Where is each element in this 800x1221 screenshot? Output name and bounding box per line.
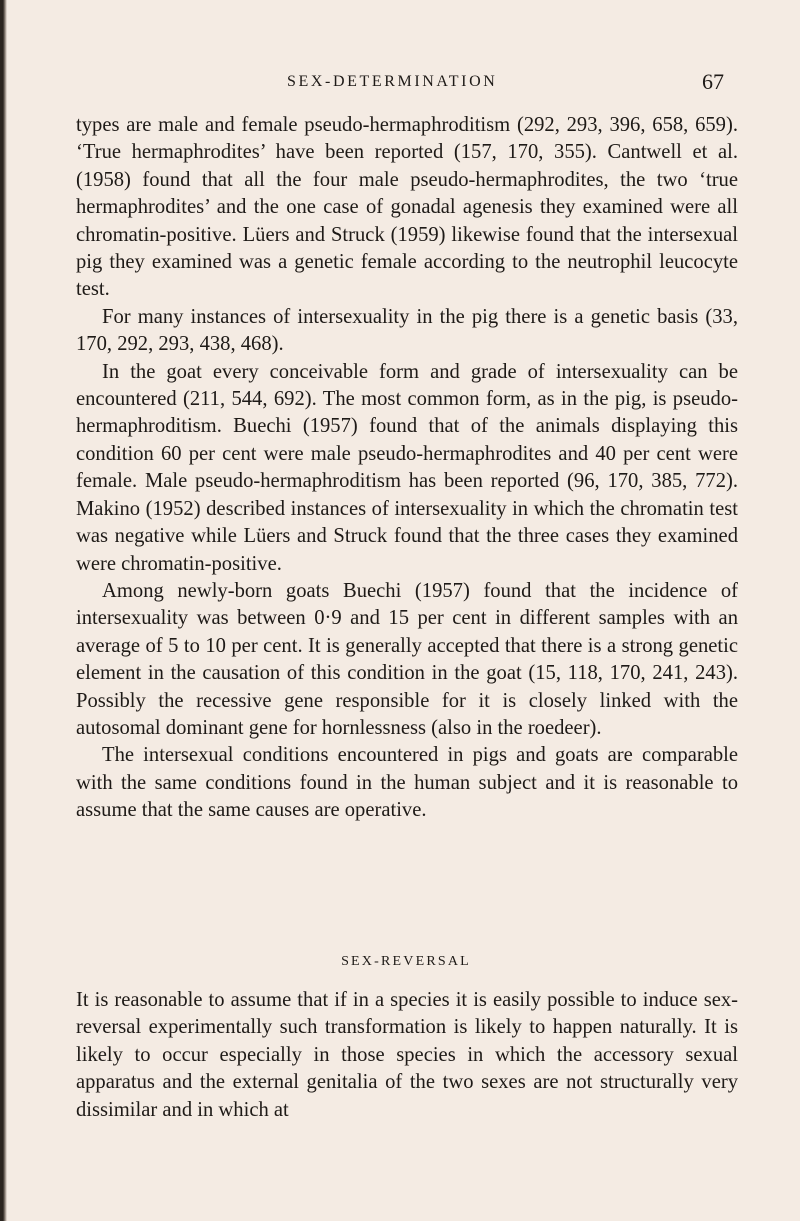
body-text-section-1 (76, 112, 738, 825)
paragraph-4: Among newly-born goats Buechi (1957) found that the incidence of intersexuality was between 0·9 and 15 per cent in different samples with an average of 5 to 10 per cent. It is generally accepted that there is a strong genetic element in the causation of this condition in the goat (15, 118, 170, 241, 243). Possibly the recessive gene responsible for it is closely linked with the autosomal dominant gene for hornlessness (also in the roedeer). (76, 579, 738, 739)
paragraph-6: It is reasonable to assume that if in a species it is easily possible to induce sex-reversal experimentally such transformation is likely to happen naturally. It is likely to occur especially in those species in which the accessory sexual apparatus and the external genitalia of the two sexes are not structurally very dissimilar and in which at (76, 989, 738, 1121)
running-title: SEX-DETERMINATION (287, 73, 498, 90)
running-header (0, 69, 800, 101)
paragraph-1: types are male and female pseudo-hermaphroditism (292, 293, 396, 658, 659). ‘True hermaphrodites’ have been reported (157, 170, 355). Cantwell et al. (1958) found that all the four male pseudo-hermaphrodites, the two ‘true hermaphrodites’ and the one case of gonadal agenesis they examined were all chromatin-positive. Lüers and Struck (1959) likewise found that the intersexual pig they examined was a genetic female according to the neutrophil leucocyte test. (76, 114, 738, 301)
paragraph-3: In the goat every conceivable form and grade of intersexuality can be encountered (211, 544, 692). The most common form, as in the pig, is pseudo-hermaphroditism. Buechi (1957) found that of the animals displaying this condition 60 per cent were male pseudo-hermaphrodites and 40 per cent were female. Male pseudo-hermaphroditism has been reported (96, 170, 385, 772). Makino (1952) described instances of intersexuality in which the chromatin test was negative while Lüers and Struck found that the three cases they examined were chromatin-positive. (76, 360, 738, 575)
page-number: 67 (702, 69, 724, 94)
paragraph-2: For many instances of intersexuality in the pig there is a genetic basis (33, 170, 292, 293, 438, 468). (76, 305, 738, 356)
paragraph-5: The intersexual conditions encountered in pigs and goats are comparable with the same conditions found in the human subject and it is reasonable to assume that the same causes are operative. (76, 744, 738, 822)
body-text-section-2 (76, 987, 738, 1124)
page-binding-edge (0, 0, 7, 1221)
section-heading-sex-reversal: SEX-REVERSAL (341, 954, 471, 969)
